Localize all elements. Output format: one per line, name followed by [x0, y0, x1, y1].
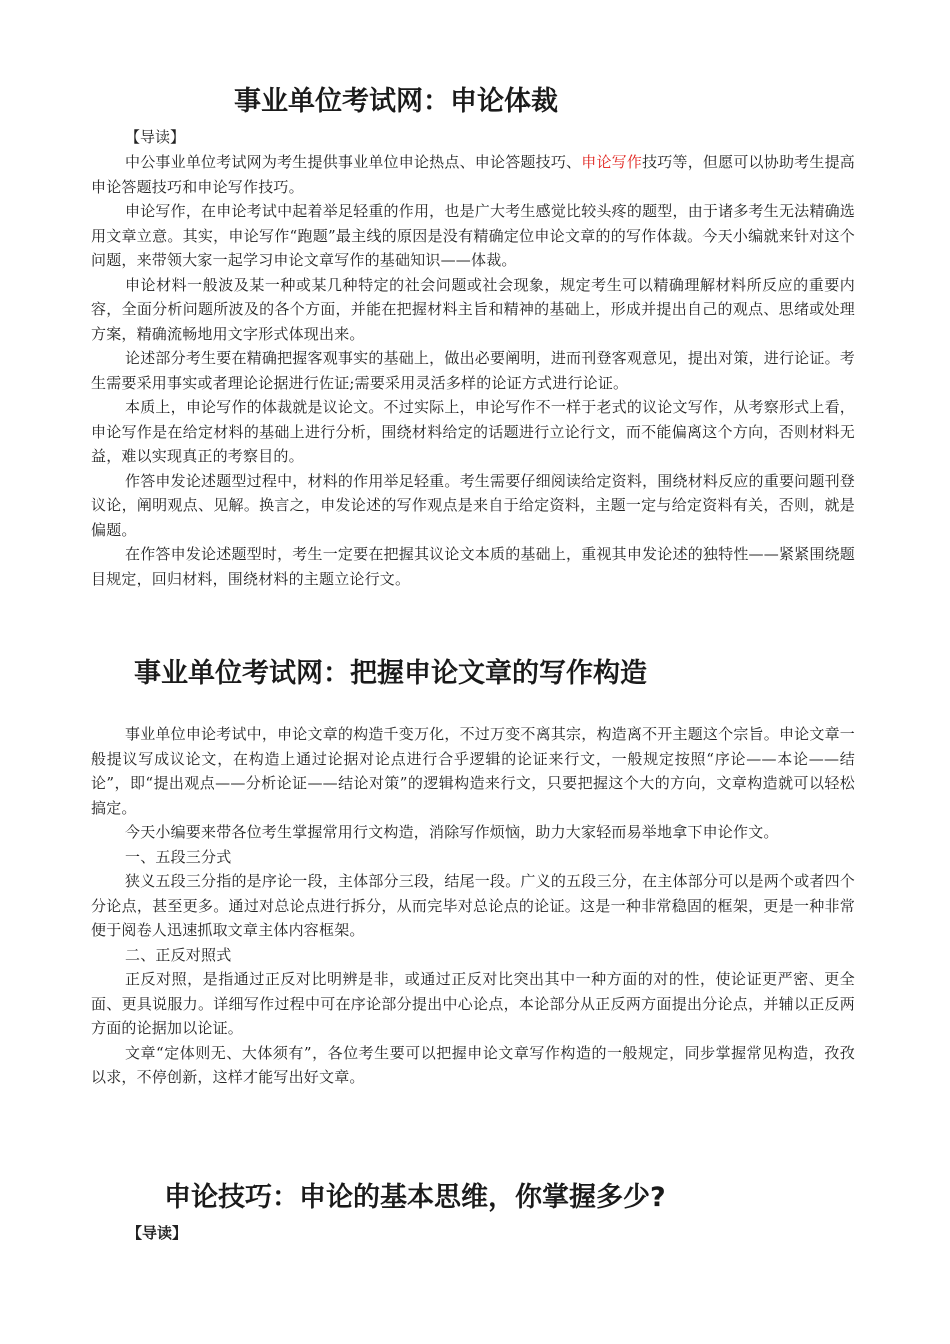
article1-intro-label: 【导读】: [125, 128, 186, 146]
shenlun-writing-link[interactable]: 申论写作: [581, 153, 643, 171]
article1-body: [91, 150, 855, 591]
article3-intro-label: 【导读】: [127, 1224, 188, 1242]
article1-paragraph: 申论材料一般波及某一种或某几种特定的社会问题或社会现象，规定考生可以精确理解材料所反应的重要内容，全面分析问题所波及的各个方面，并能在把握材料主旨和精神的基础上，形成并提出自己的观点、思绪或处理方案，精确流畅地用文字形式体现出来。: [91, 275, 855, 343]
article2-title: 事业单位考试网：把握申论文章的写作构造: [134, 658, 647, 689]
article2-paragraph: 事业单位申论考试中，申论文章的构造千变万化，不过万变不离其宗，构造离不开主题这个宗旨。申论文章一般提议写成议论文，在构造上通过论据对论点进行合乎逻辑的论证来行文，一般规定按照“序论——本论——结论”，即“提出观点——分析论证——结论对策”的逻辑构造来行文，只要把握这个大的方向，文章构造就可以轻松搞定。: [91, 725, 855, 817]
article2-paragraph: 狭义五段三分指的是序论一段，主体部分三段，结尾一段。广义的五段三分，在主体部分可以是两个或者四个分论点，甚至更多。通过对总论点进行拆分，从而完毕对总论点的论证。这是一种非常稳固的框架，更是一种非常便于阅卷人迅速抓取文章主体内容框架。: [91, 872, 855, 939]
article2-subheading: 二、正反对照式: [125, 945, 232, 964]
article1-paragraph: 作答申发论述题型过程中，材料的作用举足轻重。考生需要仔细阅读给定资料，围绕材料反应的重要问题刊登议论，阐明观点、见解。换言之，申发论述的写作观点是来自于给定资料，主题一定与给定资料有关，否则，就是偏题。: [91, 471, 855, 539]
article1-paragraph: 在作答申发论述题型时，考生一定要在把握其议论文本质的基础上，重视其申发论述的独特性——紧紧围绕题目规定，回归材料，围绕材料的主题立论行文。: [91, 545, 855, 588]
article2-body: [91, 722, 855, 1090]
article2-subheading: 一、五段三分式: [125, 847, 232, 866]
article1-paragraph: 本质上，申论写作的体裁就是议论文。不过实际上，申论写作不一样于老式的议论文写作，从考察形式上看，申论写作是在给定材料的基础上进行分析，围绕材料给定的话题进行立论行文，而不能偏离这个方向，否则材料无益，难以实现真正的考察目的。: [91, 398, 855, 465]
article2-paragraph: 正反对照，是指通过正反对比明辨是非，或通过正反对比突出其中一种方面的对的性，使论证更严密、更全面、更具说服力。详细写作过程中可在序论部分提出中心论点，本论部分从正反两方面提出分论点，并辅以正反两方面的论据加以论证。: [91, 970, 855, 1037]
article1-paragraph-intro: 中公事业单位考试网为考生提供事业单位申论热点、申论答题技巧、申论写作技巧等，但愿可以协助考生提高申论答题技巧和申论写作技巧。: [91, 153, 855, 196]
article2-paragraph: 文章“定体则无、大体须有”，各位考生要可以把握申论文章写作构造的一般规定，同步掌握常见构造，孜孜以求，不停创新，这样才能写出好文章。: [91, 1043, 855, 1086]
article1-paragraph: 论述部分考生要在精确把握客观事实的基础上，做出必要阐明，进而刊登客观意见，提出对策，进行论证。考生需要采用事实或者理论论据进行佐证;需要采用灵活多样的论证方式进行论证。: [91, 349, 855, 392]
article2-paragraph: 今天小编要来带各位考生掌握常用行文构造，消除写作烦恼，助力大家轻而易举地拿下申论作文。: [125, 823, 779, 841]
article1-paragraph: 申论写作，在申论考试中起着举足轻重的作用，也是广大考生感觉比较头疼的题型，由于诸多考生无法精确选用文章立意。其实，申论写作“跑题”最主线的原因是没有精确定位申论文章的的写作体裁。今天小编就来针对这个问题，来带领大家一起学习申论文章写作的基础知识——体裁。: [91, 202, 855, 269]
article3-title: 申论技巧：申论的基本思维，你掌握多少?: [164, 1182, 666, 1213]
article1-title: 事业单位考试网：申论体裁: [234, 86, 558, 117]
